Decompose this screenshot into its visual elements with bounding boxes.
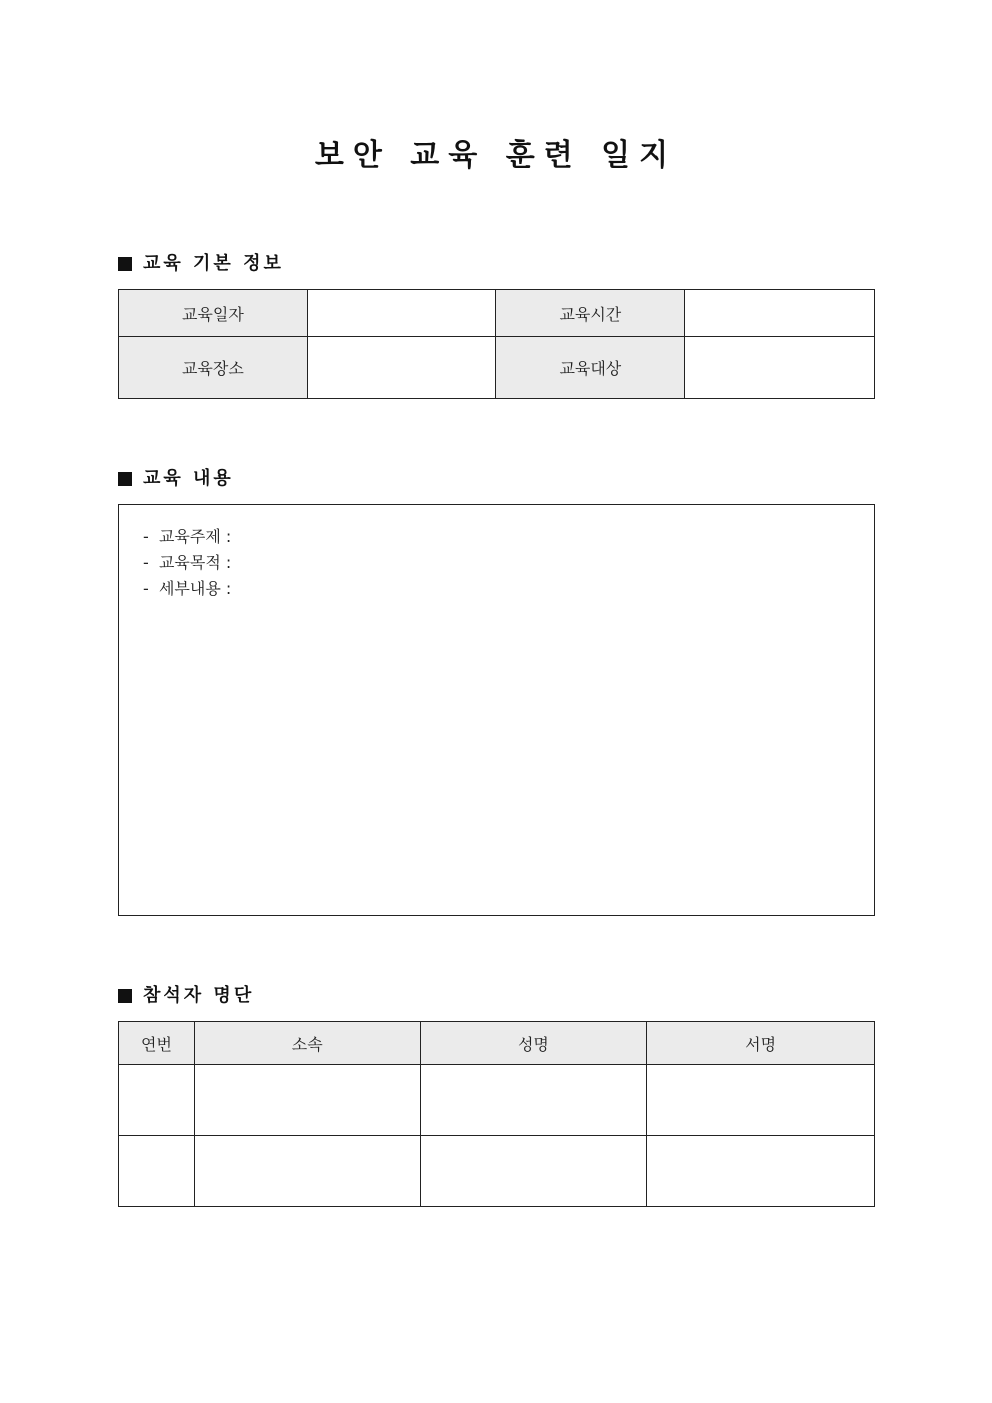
education-location-label: 교육장소 (119, 337, 308, 399)
education-time-field[interactable] (685, 290, 875, 337)
attendees-heading (118, 984, 254, 1008)
education-location-field[interactable] (307, 337, 496, 399)
education-date-label: 교육일자 (119, 290, 308, 337)
signature-cell[interactable] (647, 1065, 875, 1136)
column-header-number: 연번 (119, 1022, 195, 1065)
attendees-header-row (119, 1022, 875, 1065)
basic-info-heading-text: 교육 기본 정보 (143, 253, 284, 274)
affiliation-cell[interactable] (194, 1065, 420, 1136)
name-cell[interactable] (420, 1136, 647, 1207)
column-header-signature: 서명 (647, 1022, 875, 1065)
basic-info-heading (118, 252, 284, 276)
education-target-field[interactable] (685, 337, 875, 399)
education-date-field[interactable] (307, 290, 496, 337)
number-cell[interactable] (119, 1065, 195, 1136)
signature-cell[interactable] (647, 1136, 875, 1207)
basic-info-table (118, 289, 875, 399)
education-target-label: 교육대상 (496, 337, 685, 399)
attendees-heading-text: 참석자 명단 (143, 985, 255, 1006)
black-square-icon (118, 472, 132, 486)
black-square-icon (118, 989, 132, 1003)
table-row (119, 1136, 875, 1207)
details-line: - 세부내용 : (143, 579, 232, 598)
basic-info-row (119, 290, 875, 337)
number-cell[interactable] (119, 1136, 195, 1207)
document-title: 보안 교육 훈련 일지 (314, 138, 678, 173)
purpose-line: - 교육목적 : (143, 553, 232, 572)
attendees-table (118, 1021, 875, 1207)
column-header-affiliation: 소속 (194, 1022, 420, 1065)
topic-line: - 교육주제 : (143, 527, 232, 546)
column-header-name: 성명 (420, 1022, 647, 1065)
affiliation-cell[interactable] (194, 1136, 420, 1207)
black-square-icon (118, 257, 132, 271)
content-heading-text: 교육 내용 (143, 468, 234, 489)
name-cell[interactable] (420, 1065, 647, 1136)
table-row (119, 1065, 875, 1136)
education-time-label: 교육시간 (496, 290, 685, 337)
content-box[interactable] (118, 504, 875, 916)
basic-info-row (119, 337, 875, 399)
content-heading (118, 467, 234, 491)
